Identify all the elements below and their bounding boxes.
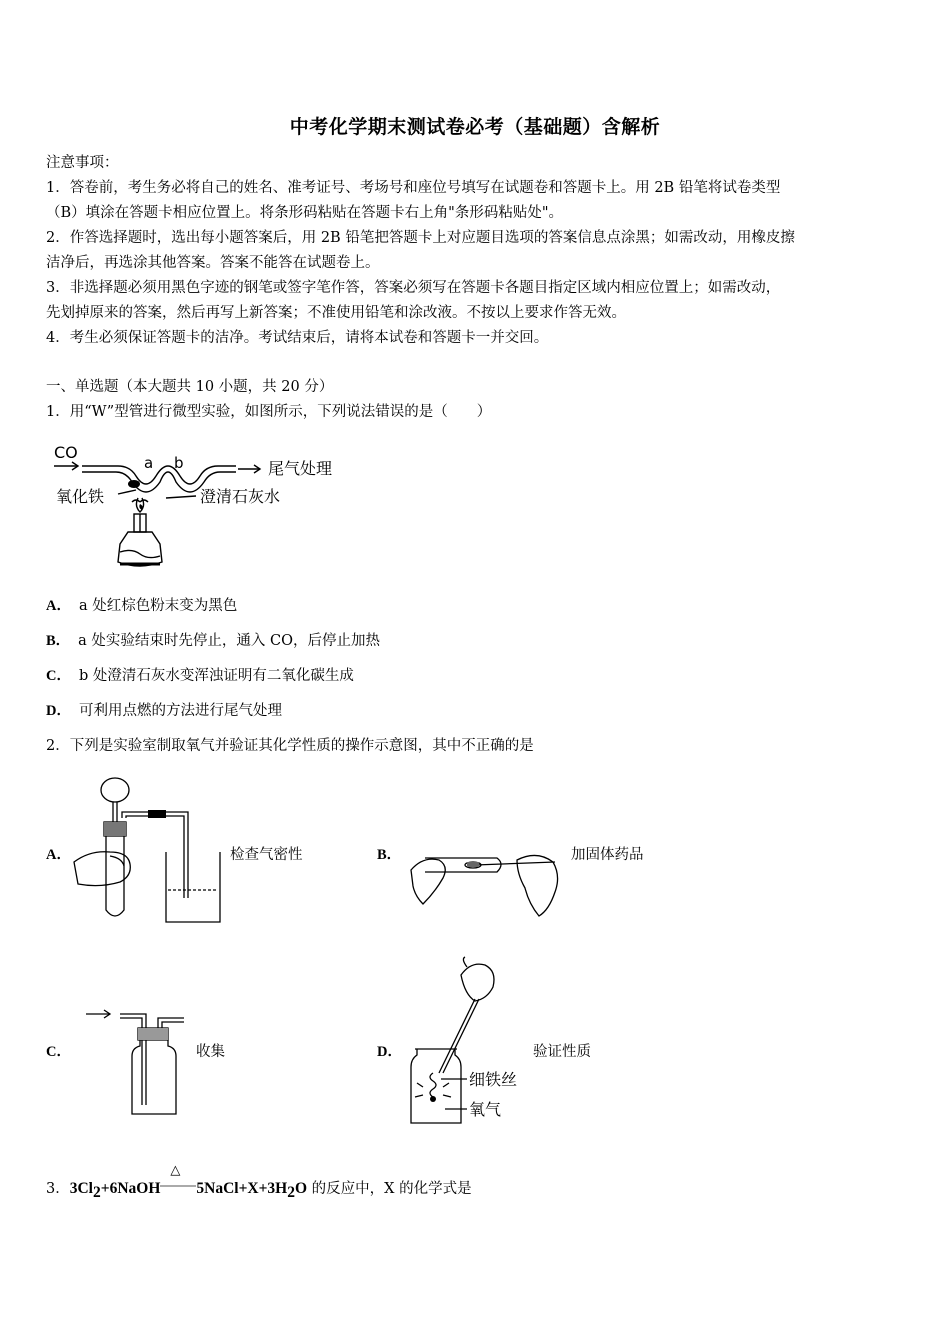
fe2o3-label: 氧化铁 — [56, 487, 105, 506]
label-a: a — [144, 454, 154, 472]
notice-heading: 注意事项： — [46, 155, 119, 171]
option-letter: B． — [377, 847, 402, 863]
q1-stem: 1．用“W”型管进行微型实验，如图所示，下列说法错误的是（ ） — [46, 404, 492, 420]
q3-eq-right-1: 5NaCl+X+3H — [196, 1180, 288, 1197]
notice-line-7: 4．考生必须保证答题卡的洁净。考试结束后，请将本试卷和答题卡一并交回。 — [46, 330, 549, 346]
option-text: a 处实验结束时先停止，通入 CO，后停止加热 — [78, 633, 381, 649]
q2-option-c[interactable] — [46, 1042, 79, 1062]
add-solid-figure — [405, 830, 565, 920]
option-letter: C． — [46, 1044, 71, 1060]
option-letter: A． — [46, 598, 71, 614]
option-text: a 处红棕色粉末变为黑色 — [78, 598, 238, 614]
q3-number: 3． — [46, 1181, 70, 1197]
label-b: b — [174, 454, 184, 472]
notice-line-3: 2．作答选择题时，选出每小题答案后，用 2B 铅笔把答题卡上对应题目选项的答案信息点涂黑；如需改动，用橡皮擦 — [46, 230, 795, 246]
q3-eq-right-1-sub: 2 — [287, 1183, 295, 1201]
q1-option-b[interactable] — [46, 631, 380, 651]
q3-eq-left-2: +6NaOH — [100, 1180, 161, 1197]
co-label: CO — [54, 443, 78, 462]
heat-condition: △ — [170, 1163, 181, 1178]
limewater-label: 澄清石灰水 — [200, 487, 281, 506]
q1-option-c[interactable] — [46, 666, 354, 686]
q2-caption-a: 检查气密性 — [230, 847, 303, 863]
notice-line-2: （B）填涂在答题卡相应位置上。将条形码粘贴在答题卡右上角"条形码粘贴处"。 — [46, 205, 563, 221]
option-text: b 处澄清石灰水变浑浊证明有二氧化碳生成 — [78, 668, 354, 684]
tail-gas-label: 尾气处理 — [268, 459, 333, 478]
iron-wire-label: 细铁丝 — [469, 1070, 518, 1089]
q3-eq-right-2: O — [294, 1180, 308, 1197]
q2-stem: 2．下列是实验室制取氧气并验证其化学性质的操作示意图，其中不正确的是 — [46, 738, 534, 754]
collect-gas-figure — [84, 1000, 194, 1120]
q3-tail: 的反应中，X 的化学式是 — [307, 1181, 472, 1197]
option-letter: A． — [46, 847, 71, 863]
q1-option-a[interactable] — [46, 596, 237, 616]
option-text: 可利用点燃的方法进行尾气处理 — [78, 703, 282, 719]
q2-caption-d: 验证性质 — [533, 1044, 591, 1060]
q3-eq-left-1-sub: 2 — [92, 1183, 101, 1201]
q3-reaction-arrow — [160, 1163, 196, 1193]
notice-line-1: 1．答卷前，考生务必将自己的姓名、准考证号、考场号和座位号填写在试题卷和答题卡上。用 2B 铅笔将试卷类型 — [46, 180, 781, 196]
notice-line-6: 先划掉原来的答案，然后再写上新答案；不准使用铅笔和涂改液。不按以上要求作答无效。 — [46, 305, 626, 321]
option-letter: C． — [46, 668, 71, 684]
q2-caption-c: 收集 — [196, 1044, 225, 1060]
w-tube-figure — [48, 440, 358, 575]
option-letter: D． — [46, 703, 71, 719]
notice-line-5: 3．非选择题必须用黑色字迹的钢笔或签字笔作答，答案必须写在答题卡各题目指定区域内相应位置上；如需改动， — [46, 280, 781, 296]
section-heading: 一、单选题（本大题共 10 小题，共 20 分） — [46, 379, 334, 395]
oxygen-label: 氧气 — [469, 1100, 502, 1119]
q3-eq-left-1: 3Cl — [69, 1180, 93, 1197]
option-letter: B． — [46, 633, 71, 649]
q3-stem — [46, 1163, 472, 1203]
q1-option-d[interactable] — [46, 701, 282, 721]
page-title: 中考化学期末测试卷必考（基础题）含解析 — [289, 116, 661, 138]
notice-line-4: 洁净后，再选涂其他答案。答案不能答在试题卷上。 — [46, 255, 380, 271]
option-letter: D． — [377, 1044, 402, 1060]
airtightness-check-figure — [70, 770, 230, 925]
q2-caption-b: 加固体药品 — [571, 847, 644, 863]
